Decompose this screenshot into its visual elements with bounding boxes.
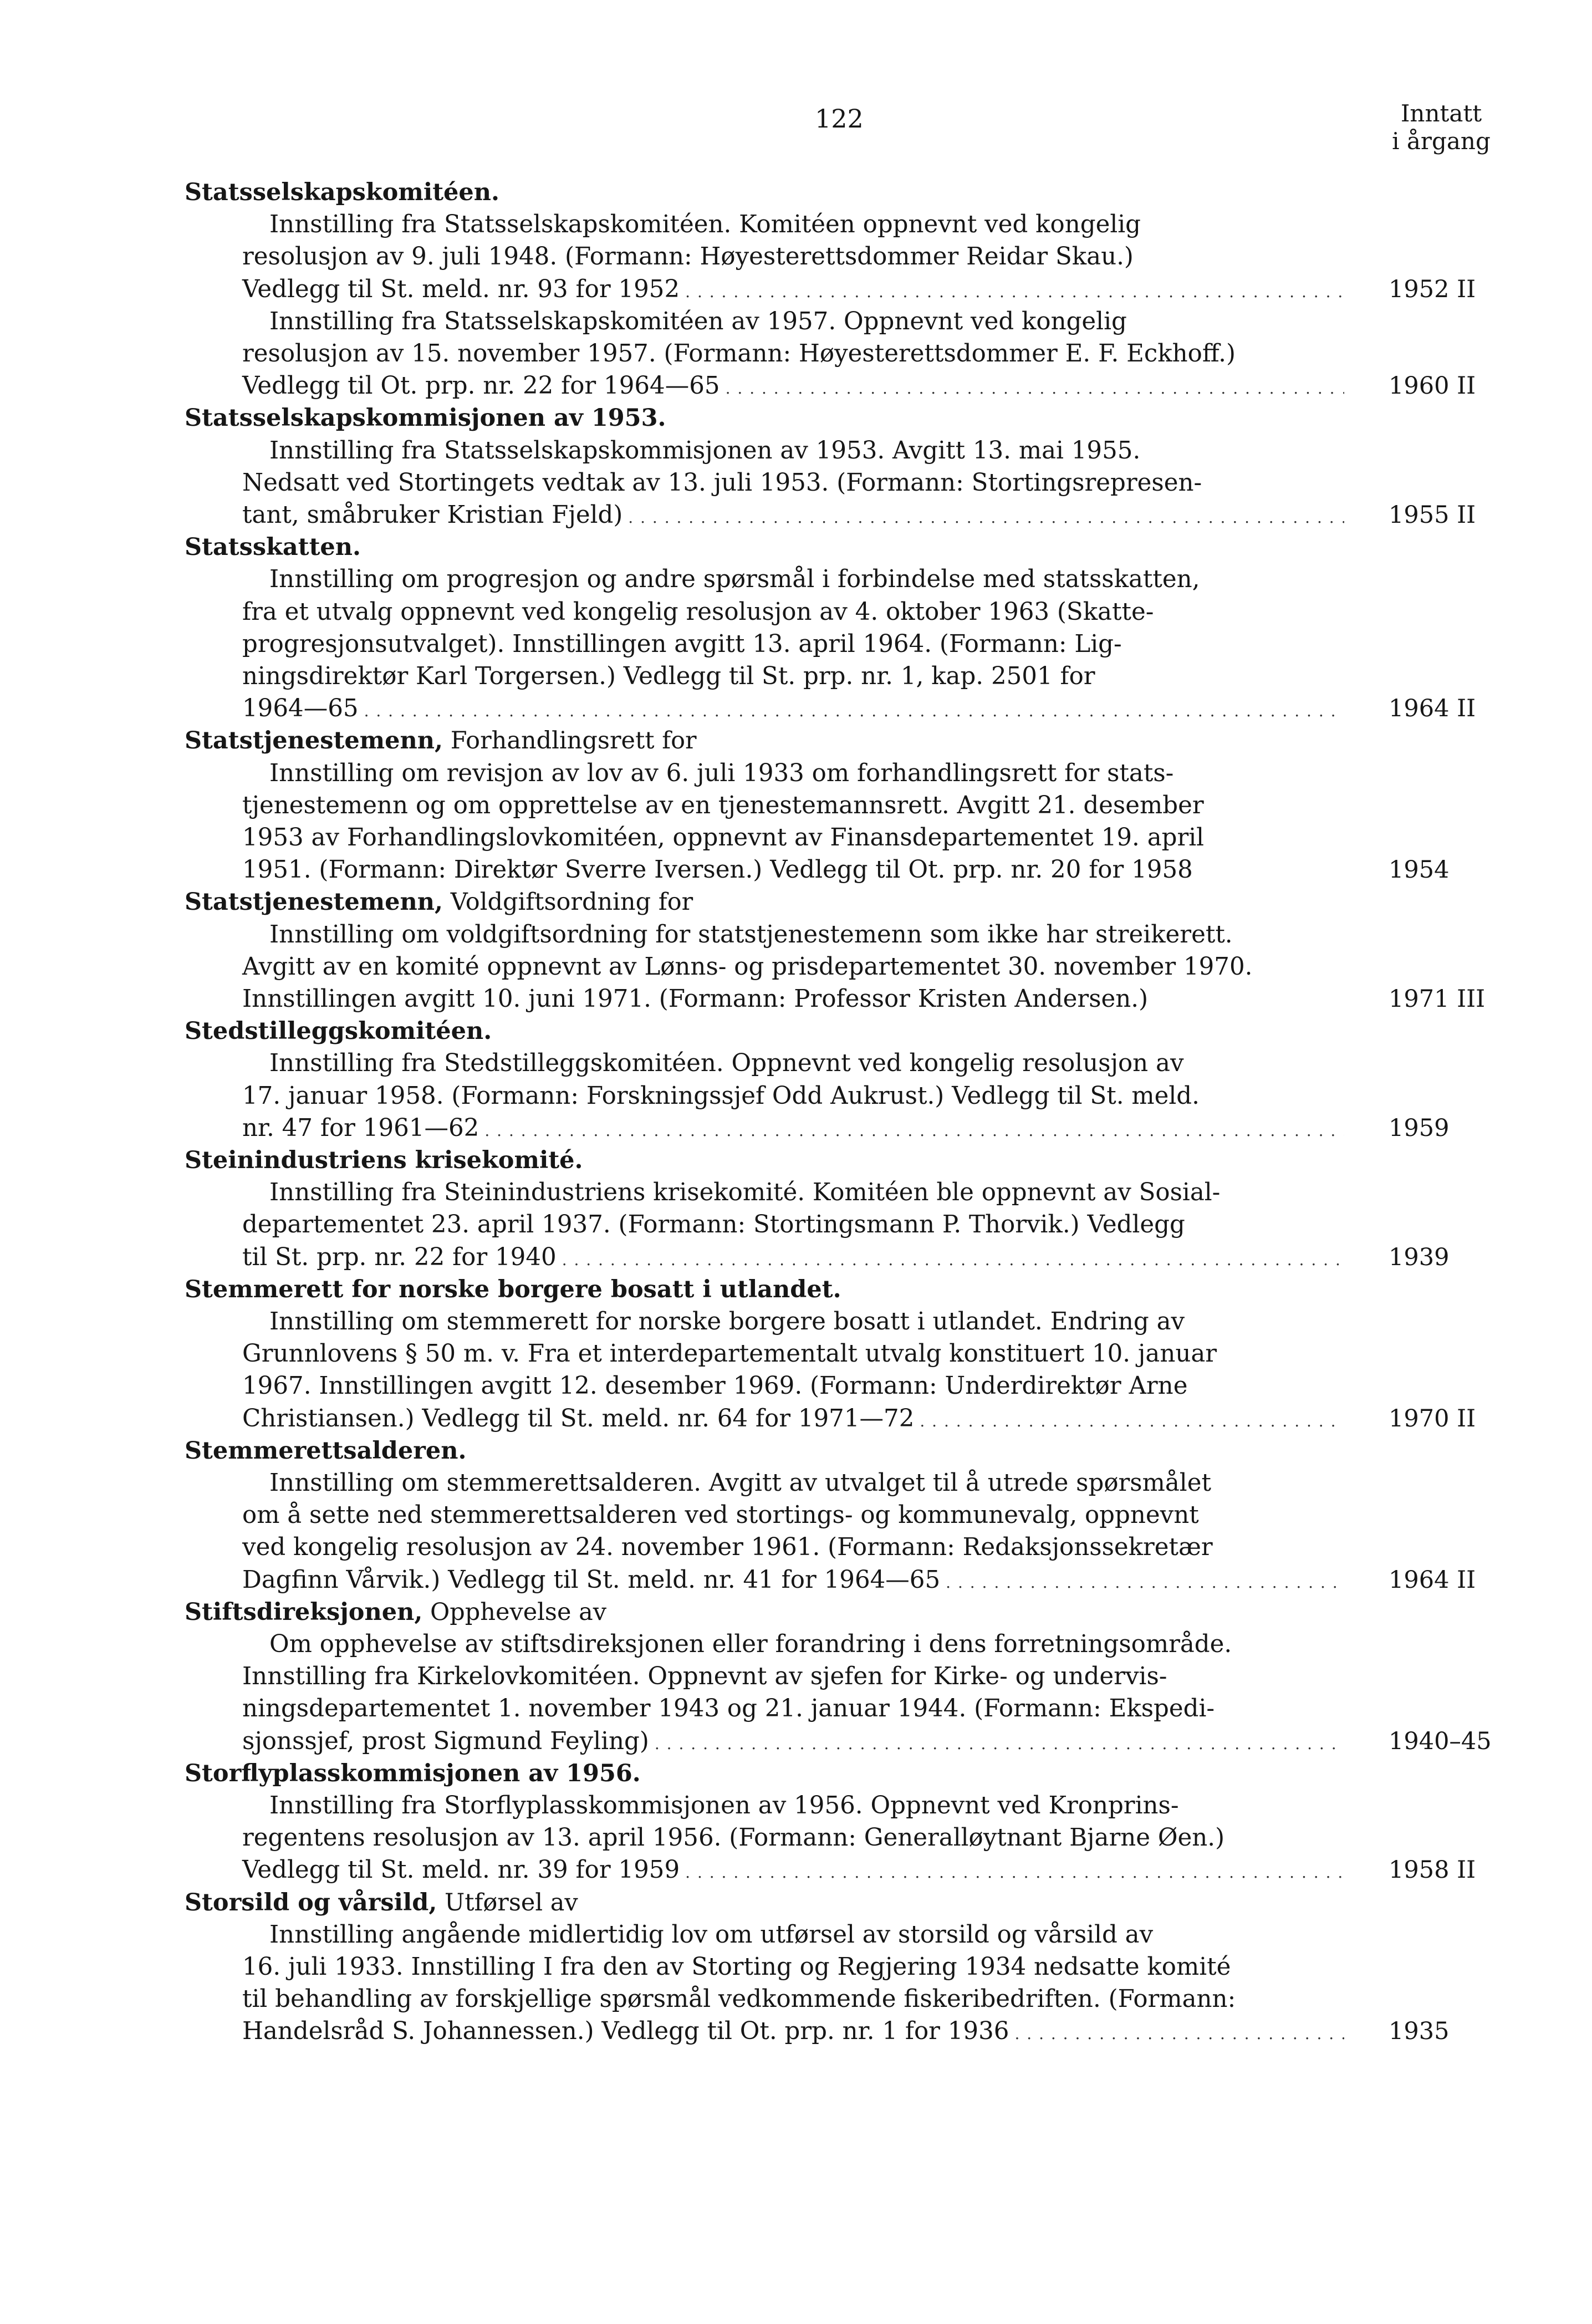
report-text: Vedlegg til St. meld. nr. 93 for 1952 xyxy=(242,275,680,303)
report-text: 1964—65 xyxy=(242,695,359,723)
report-text-line xyxy=(269,757,1378,789)
report-text-line xyxy=(242,1822,1351,1854)
report-text-line xyxy=(269,305,1378,338)
report-text-line xyxy=(242,338,1351,370)
report-text-line xyxy=(242,628,1351,660)
report-text-line xyxy=(269,1306,1378,1338)
report-text-line xyxy=(242,1370,1351,1402)
entry-heading xyxy=(185,1596,1460,1628)
report-text: Vedlegg til Ot. prp. nr. 22 for 1964—65 xyxy=(242,372,720,400)
report-text: Handelsråd S. Johannessen.) Vedlegg til Ot. prp. nr. 1 for 1936 xyxy=(242,2017,1009,2046)
report-year: 1960 II xyxy=(1389,372,1476,400)
dot-leader xyxy=(628,499,1344,534)
report-text-line xyxy=(242,854,1351,886)
entry-heading-title: Statsskatten. xyxy=(185,533,361,562)
report-text: tant, småbruker Kristian Fjeld) xyxy=(242,501,623,529)
report-text-line xyxy=(242,241,1351,273)
entry-heading-title: Stiftsdireksjonen, xyxy=(185,1598,423,1626)
report-text: Grunnlovens § 50 m. v. Fra et interdepartementalt utvalg konstituert 10. januar xyxy=(242,1340,1217,1368)
report-text: resolusjon av 9. juli 1948. (Formann: Høyesterettsdommer Reidar Skau.) xyxy=(242,243,1134,271)
report-text: sjonssjef, prost Sigmund Feyling) xyxy=(242,1727,649,1755)
report-text-line xyxy=(269,563,1378,595)
report-text: Innstilling fra Stedstilleggskomitéen. Oppnevnt ved kongelig resolusjon av xyxy=(269,1049,1184,1078)
entry-heading-title: Stemmerett for norske borgere bosatt i utlandet. xyxy=(185,1275,841,1303)
report-text-line xyxy=(269,435,1378,467)
entry-heading-title: Steinindustriens krisekomité. xyxy=(185,1146,583,1174)
report-text: 16. juli 1933. Innstilling I fra den av Storting og Regjering 1934 nedsatte komité xyxy=(242,1953,1231,1981)
report-text: ved kongelig resolusjon av 24. november 1961. (Formann: Redaksjonssekretær xyxy=(242,1533,1213,1562)
entry-heading-title: Stemmerettsalderen. xyxy=(185,1436,467,1465)
report-text: Innstilling fra Steinindustriens krisekomité. Komitéen ble oppnevnt av Sosial- xyxy=(269,1179,1221,1207)
report-text: til St. prp. nr. 22 for 1940 xyxy=(242,1243,557,1271)
report-text: Om opphevelse av stiftsdireksjonen eller forandring i dens forretningsområde. xyxy=(269,1630,1232,1658)
report-year: 1935 xyxy=(1389,2017,1450,2046)
report-year: 1955 II xyxy=(1389,501,1476,529)
report-year: 1958 II xyxy=(1389,1856,1476,1884)
report-text: 17. januar 1958. (Formann: Forskningssjef Odd Aukrust.) Vedlegg til St. meld. xyxy=(242,1082,1200,1110)
report-text: ningsdepartementet 1. november 1943 og 21. januar 1944. (Formann: Ekspedi- xyxy=(242,1695,1215,1723)
report-text-line xyxy=(242,273,1351,308)
report-text: Dagfinn Vårvik.) Vedlegg til St. meld. nr. 41 for 1964—65 xyxy=(242,1566,941,1594)
report-text-line xyxy=(242,1693,1351,1725)
report-text-line xyxy=(269,919,1378,951)
dot-leader xyxy=(484,1112,1344,1147)
report-text: Innstillingen avgitt 10. juni 1971. (Formann: Professor Kristen Andersen.) xyxy=(242,985,1149,1013)
report-year: 1971 III xyxy=(1389,985,1486,1013)
entry-heading-title: Statsselskapskomitéen. xyxy=(185,179,500,206)
report-text-line xyxy=(269,1919,1378,1951)
report-text: 1967. Innstillingen avgitt 12. desember 1969. (Formann: Underdirektør Arne xyxy=(242,1372,1188,1400)
report-text-line xyxy=(242,1403,1351,1438)
report-year: 1959 xyxy=(1389,1114,1450,1142)
report-text-line xyxy=(269,1467,1378,1499)
report-text-line xyxy=(242,1080,1351,1112)
entry-heading-title: Storflyplasskommisjonen av 1956. xyxy=(185,1759,641,1787)
report-text: progresjonsutvalget). Innstillingen avgitt 13. april 1964. (Formann: Lig- xyxy=(242,630,1122,658)
report-text-line xyxy=(242,692,1351,727)
year-column-header xyxy=(1386,100,1497,155)
report-text: 1953 av Forhandlingslovkomitéen, oppnevnt av Finansdepartementet 19. april xyxy=(242,824,1205,852)
report-text: departementet 23. april 1937. (Formann: Stortingsmann P. Thorvik.) Vedlegg xyxy=(242,1211,1185,1239)
entry-heading-title: Storsild og vårsild, xyxy=(185,1888,437,1917)
report-text: Innstilling fra Kirkelovkomitéen. Oppnevnt av sjefen for Kirke- og undervis- xyxy=(242,1663,1167,1691)
dot-leader xyxy=(920,1403,1344,1438)
entry-heading-title: Statstjenestemenn, xyxy=(185,888,443,916)
report-text: Innstilling om revisjon av lov av 6. juli 1933 om forhandlingsrett for stats- xyxy=(269,759,1174,787)
report-text: Innstilling fra Statsselskapskomitéen. Komitéen oppnevnt ved kongelig xyxy=(269,211,1141,239)
dot-leader xyxy=(946,1564,1344,1599)
report-text: regentens resolusjon av 13. april 1956. (Formann: Generalløytnant Bjarne Øen.) xyxy=(242,1824,1225,1852)
entry-heading-title: Statsselskapskommisjonen av 1953. xyxy=(185,404,666,432)
entry-heading xyxy=(185,725,1460,757)
report-text-line xyxy=(242,660,1351,692)
entry-heading xyxy=(185,531,1460,563)
entry-heading xyxy=(185,176,1460,208)
report-text-line xyxy=(242,1499,1351,1531)
report-year: 1964 II xyxy=(1389,695,1476,723)
report-text-line xyxy=(242,1564,1351,1599)
report-text: fra et utvalg oppnevnt ved kongelig resolusjon av 4. oktober 1963 (Skatte- xyxy=(242,598,1154,626)
report-text-line xyxy=(242,1209,1351,1241)
entry-heading-suffix: Opphevelse av xyxy=(422,1598,607,1626)
report-text-line xyxy=(242,1338,1351,1370)
dot-leader xyxy=(685,1854,1344,1889)
report-text: om å sette ned stemmerettsalderen ved stortings- og kommunevalg, oppnevnt xyxy=(242,1501,1199,1530)
report-text: tjenestemenn og om opprettelse av en tjenestemannsrett. Avgitt 21. desember xyxy=(242,791,1204,819)
report-year: 1952 II xyxy=(1389,275,1476,303)
entry-heading xyxy=(185,402,1460,434)
report-text-line xyxy=(269,1047,1378,1079)
report-year: 1940–45 xyxy=(1389,1727,1492,1755)
dot-leader xyxy=(1014,2015,1344,2050)
report-text: ningsdirektør Karl Torgersen.) Vedlegg til St. prp. nr. 1, kap. 2501 for xyxy=(242,662,1095,690)
year-column-header-line-1: Inntatt xyxy=(1400,100,1482,127)
report-text-line xyxy=(242,467,1351,499)
entry-heading-title: Stedstilleggskomitéen. xyxy=(185,1017,492,1046)
year-column-header-line-2: i årgang xyxy=(1392,128,1491,155)
report-text-line xyxy=(242,1112,1351,1147)
report-text-line xyxy=(269,1790,1378,1822)
report-text: nr. 47 for 1961—62 xyxy=(242,1114,479,1142)
report-text-line xyxy=(269,208,1378,241)
entry-heading xyxy=(185,886,1460,918)
entry-heading xyxy=(185,1887,1460,1919)
report-text-line xyxy=(242,1531,1351,1563)
report-text: Innstilling angående midlertidig lov om utførsel av storsild og vårsild av xyxy=(269,1920,1154,1949)
report-text-line xyxy=(242,822,1351,854)
dot-leader xyxy=(562,1241,1344,1276)
report-text: Innstilling om voldgiftsordning for statstjenestemenn som ikke har streikerett. xyxy=(269,920,1233,949)
entry-heading xyxy=(185,1015,1460,1047)
report-text: Innstilling om stemmerettsalderen. Avgitt av utvalget til å utrede spørsmålet xyxy=(269,1469,1211,1497)
report-text-line xyxy=(242,370,1351,405)
report-year: 1964 II xyxy=(1389,1566,1476,1594)
report-text: resolusjon av 15. november 1957. (Formann: Høyesterettsdommer E. F. Eckhoff.) xyxy=(242,340,1236,368)
report-text-line xyxy=(242,1951,1351,1983)
report-text-line xyxy=(242,1983,1351,2015)
report-year: 1954 xyxy=(1389,856,1450,884)
report-text-line xyxy=(242,596,1351,628)
report-text-line xyxy=(242,2015,1351,2050)
report-text-line xyxy=(242,983,1351,1015)
entry-heading-suffix: Utførsel av xyxy=(437,1888,578,1917)
report-text-line xyxy=(242,1660,1351,1693)
report-text: Innstilling fra Storflyplasskommisjonen av 1956. Oppnevnt ved Kronprins- xyxy=(269,1792,1179,1820)
report-text: Avgitt av en komité oppnevnt av Lønns- og prisdepartementet 30. november 1970. xyxy=(242,952,1253,981)
dot-leader xyxy=(726,370,1344,405)
report-text-line xyxy=(242,499,1351,534)
report-text-line xyxy=(242,951,1351,983)
report-text-line xyxy=(242,1725,1351,1760)
entry-heading-suffix: Voldgiftsordning for xyxy=(443,888,693,916)
report-year: 1970 II xyxy=(1389,1404,1476,1433)
report-text: Nedsatt ved Stortingets vedtak av 13. juli 1953. (Formann: Stortingsrepresen- xyxy=(242,468,1202,497)
report-year: 1939 xyxy=(1389,1243,1450,1271)
report-text-line xyxy=(269,1176,1378,1209)
report-text-line xyxy=(242,1854,1351,1889)
report-text: til behandling av forskjellige spørsmål vedkommende fiskeribedriften. (Formann: xyxy=(242,1985,1236,2014)
entry-heading-title: Statstjenestemenn, xyxy=(185,727,443,755)
dot-leader xyxy=(685,273,1344,308)
entry-heading-suffix: Forhandlingsrett for xyxy=(443,727,697,755)
dot-leader xyxy=(364,692,1344,727)
report-text: Innstilling fra Statsselskapskommisjonen av 1953. Avgitt 13. mai 1955. xyxy=(269,436,1141,465)
report-text: Innstilling fra Statsselskapskomitéen av 1957. Oppnevnt ved kongelig xyxy=(269,307,1127,335)
report-text: Innstilling om progresjon og andre spørsmål i forbindelse med statsskatten, xyxy=(269,565,1200,594)
entry-heading xyxy=(185,1435,1460,1467)
report-text-line xyxy=(269,1628,1378,1660)
entry-heading xyxy=(185,1273,1460,1306)
page-number: 122 xyxy=(815,104,864,134)
report-text-line xyxy=(242,789,1351,822)
report-text: 1951. (Formann: Direktør Sverre Iversen.) Vedlegg til Ot. prp. nr. 20 for 1958 xyxy=(242,856,1193,884)
report-text: Christiansen.) Vedlegg til St. meld. nr. 64 for 1971—72 xyxy=(242,1404,915,1433)
report-text: Vedlegg til St. meld. nr. 39 for 1959 xyxy=(242,1856,680,1884)
entry-heading xyxy=(185,1757,1460,1790)
report-text: Innstilling om stemmerett for norske borgere bosatt i utlandet. Endring av xyxy=(269,1308,1185,1336)
entry-heading xyxy=(185,1144,1460,1176)
dot-leader xyxy=(655,1725,1344,1760)
report-text-line xyxy=(242,1241,1351,1276)
